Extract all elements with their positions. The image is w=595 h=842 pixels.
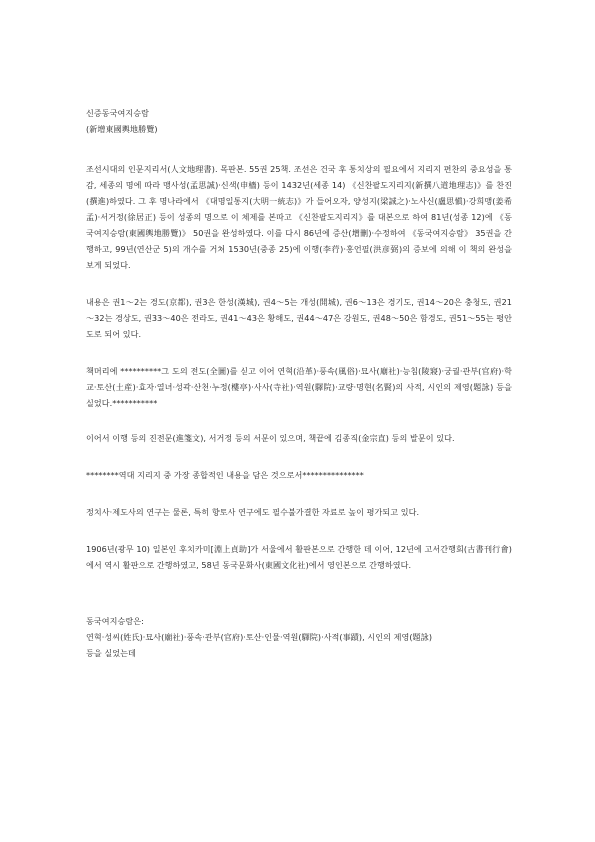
paragraph-contents: 내용은 권1～2는 경도(京都), 권3은 한성(漢城), 권4～5는 개성(開城), 권6～13은 경기도, 권14～20은 충청도, 권21～32는 경상도, 권33～40은 전라도, 권41～43은 황해도, 권44～47은 강원도, 권48～50은 함경도, 권51～55는 평안도로 되어 있다. bbox=[86, 297, 512, 339]
document-title-hanja: (新增東國輿地勝覽) bbox=[86, 124, 158, 134]
paragraph-editions: 1906년(광무 10) 일본인 후치카미[淵上貞助]가 서울에서 활판본으로 간행한 데 이어, 12년에 고서간행회(古書刊行會)에서 역시 활판으로 간행하였고, 58년 동국문화사(東國文化社)에서 영인본으로 간행하였다. bbox=[86, 544, 512, 570]
paragraph-front-matter: 책머리에 **********그 도의 전도(全圖)를 싣고 이어 연혁(沿革)·풍속(風俗)·묘사(廟社)·능침(陵寢)·궁궐·관부(官府)·학교·토산(土産)·효자·열녀·성곽·산천·누정(樓亭)·사사(寺社)·역원(驛院)·교량·명현(名賢)의 사적, 시인의 제영(題詠) 등을 실었다.*********** bbox=[86, 366, 512, 408]
summary-line-1: 연혁·성씨(姓氏)·묘사(廟社)·풍속·관부(官府)·토산·인물·역원(驛院)·사적(事蹟), 시인의 제영(題詠) bbox=[86, 632, 433, 642]
paragraph-prefaces: 이어서 이행 등의 진전문(進箋文), 서거정 등의 서문이 있으며, 책끝에 김종직(金宗直) 등의 발문이 있다. bbox=[86, 433, 455, 443]
paragraph-significance: ********역대 지리지 중 가장 종합적인 내용을 담은 것으로서*************** bbox=[86, 470, 364, 480]
document-title: 신증동국여지승람 bbox=[86, 108, 149, 118]
paragraph-evaluation: 정치사·제도사의 연구는 물론, 특히 향토사 연구에도 필수불가결한 자료로 높이 평가되고 있다. bbox=[86, 507, 420, 517]
paragraph-intro: 조선시대의 인문지리서(人文地理書). 목판본. 55권 25책. 조선은 건국 후 통치상의 필요에서 지리지 편찬의 중요성을 통감, 세종의 명에 따라 맹사성(孟思誠)·신색(申檣) 등이 1432년(세종 14) 《신찬팔도지리지(新撰八道地理志)》를 찬진(撰進)하였다. 그 후 명나라에서 《대명일통지(大明一統志)》가 들어오자, 양성지(梁誠之)·노사신(盧思愼)·강희맹(姜希孟)·서거정(徐居正) 등이 성종의 명으로 이 체제를 본따고 《신찬팔도지리지》를 대본으로 하여 81년(성종 12)에 《동국여지승람(東國輿地勝覽)》 50권을 완성하였다. 이를 다시 86년에 증산(增刪)·수정하여 《동국여지승람》 35권을 간행하고, 99년(연산군 5)의 개수를 거쳐 1530년(중종 25)에 이행(李荇)·홍언필(洪彦弼)의 증보에 의해 이 책의 완성을 보게 되었다. bbox=[86, 164, 512, 270]
summary-line-2: 등을 실었는데 bbox=[86, 648, 136, 658]
title-block bbox=[86, 105, 512, 137]
summary-block bbox=[86, 613, 512, 661]
document-content bbox=[86, 105, 512, 661]
summary-heading: 동국여지승람은: bbox=[86, 616, 144, 626]
